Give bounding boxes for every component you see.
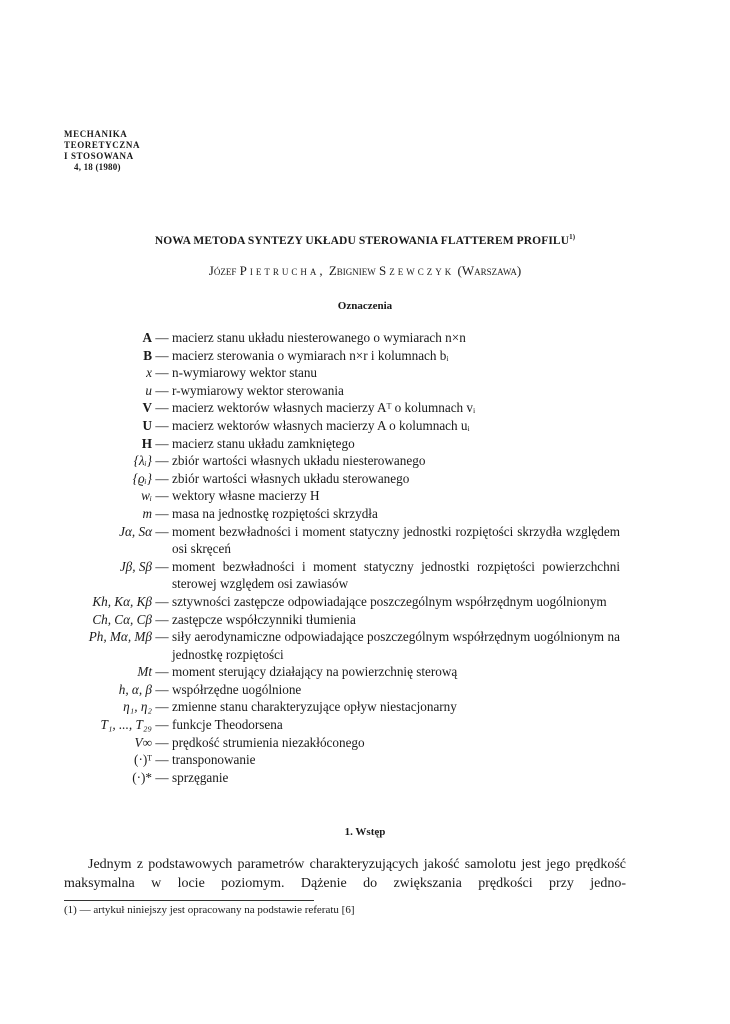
notation-row bbox=[0, 523, 730, 558]
notation-symbol: V bbox=[142, 400, 152, 416]
author-2-last: Szewczyk bbox=[379, 263, 455, 278]
notation-dash: — bbox=[155, 435, 169, 451]
notation-symbol: U bbox=[142, 417, 152, 433]
notation-definition: prędkość strumienia niezakłóconego bbox=[172, 734, 365, 750]
journal-header bbox=[64, 129, 140, 173]
notation-dash: — bbox=[155, 681, 169, 697]
article-authors bbox=[0, 263, 730, 279]
notation-definition: zbiór wartości własnych układu sterowanego bbox=[172, 470, 410, 486]
notation-definition: wektory własne macierzy H bbox=[172, 488, 320, 504]
notation-definition: macierz sterowania o wymiarach n×r i kolumnach bᵢ bbox=[172, 347, 449, 363]
notation-symbol: Ch, Cα, Cβ bbox=[92, 611, 152, 627]
notation-row bbox=[0, 417, 730, 435]
notation-row bbox=[0, 716, 730, 734]
notation-symbol: A bbox=[142, 330, 152, 345]
notation-symbol: m bbox=[142, 505, 152, 521]
notation-definition: transponowanie bbox=[172, 752, 256, 768]
notation-symbol: {λᵢ} bbox=[133, 453, 152, 469]
notation-definition: funkcje Theodorsena bbox=[172, 717, 283, 733]
journal-name-line-3: I STOSOWANA bbox=[64, 151, 134, 161]
notation-row bbox=[0, 593, 730, 611]
notation-row bbox=[0, 470, 730, 488]
notation-symbol: T₁, ..., T₂₉ bbox=[100, 717, 152, 733]
notation-symbol: Jα, Sα bbox=[119, 523, 152, 539]
notation-symbol: H bbox=[141, 435, 152, 451]
notation-row bbox=[0, 382, 730, 400]
author-affiliation: (Warszawa) bbox=[457, 263, 522, 278]
notation-row bbox=[0, 681, 730, 699]
notation-dash: — bbox=[155, 382, 169, 398]
notation-symbol: η₁, η₂ bbox=[123, 699, 152, 715]
notation-dash: — bbox=[155, 717, 169, 733]
notation-dash: — bbox=[155, 523, 169, 539]
notation-definition: macierz stanu układu zamkniętego bbox=[172, 435, 355, 451]
notation-dash: — bbox=[155, 699, 169, 715]
notation-symbol: B bbox=[143, 347, 152, 363]
title-footnote-mark: 1) bbox=[569, 233, 576, 241]
notation-definition: sztywności zastępcze odpowiadające poszczególnym współrzędnym uogólnionym bbox=[172, 593, 607, 609]
notation-dash: — bbox=[155, 629, 169, 645]
notation-definition: r-wymiarowy wektor sterowania bbox=[172, 382, 344, 398]
notation-definition: zbiór wartości własnych układu niesterowanego bbox=[172, 453, 426, 469]
notation-dash: — bbox=[155, 734, 169, 750]
notation-dash: — bbox=[155, 611, 169, 627]
notation-row bbox=[0, 611, 730, 629]
notation-symbol: Ph, Mα, Mβ bbox=[88, 629, 152, 645]
notation-definition: macierz wektorów własnych macierzy Aᵀ o kolumnach vᵢ bbox=[172, 400, 476, 416]
notation-definition: zmienne stanu charakteryzujące opływ niestacjonarny bbox=[172, 699, 457, 715]
notation-symbol: h, α, β bbox=[118, 681, 152, 697]
notation-dash: — bbox=[155, 769, 169, 785]
notation-definition: macierz stanu układu niesterowanego o wymiarach n×n bbox=[172, 330, 466, 345]
notation-dash: — bbox=[155, 470, 169, 486]
notation-symbol: Jβ, Sβ bbox=[119, 558, 152, 574]
notation-row bbox=[0, 734, 730, 752]
notation-dash: — bbox=[155, 752, 169, 768]
notation-definition: sprzęganie bbox=[172, 769, 229, 785]
notation-row bbox=[0, 329, 730, 347]
notation-dash: — bbox=[155, 505, 169, 521]
notation-heading: Oznaczenia bbox=[337, 300, 393, 312]
notation-row bbox=[0, 769, 730, 787]
notation-row bbox=[0, 452, 730, 470]
author-1-first: Józef bbox=[208, 263, 237, 278]
notation-row bbox=[0, 347, 730, 365]
notation-row bbox=[0, 399, 730, 417]
journal-name-line-1: MECHANIKA bbox=[64, 129, 128, 139]
notation-symbol: (·)ᵀ bbox=[134, 752, 152, 768]
notation-row bbox=[0, 487, 730, 505]
notation-symbol: (·)* bbox=[132, 769, 152, 785]
footnote: (1) — artykuł niniejszy jest opracowany na podstawie referatu [6] bbox=[64, 904, 355, 916]
notation-row bbox=[0, 663, 730, 681]
notation-definition: moment sterujący działający na powierzchnię sterową bbox=[172, 664, 458, 680]
notation-row bbox=[0, 505, 730, 523]
article-title bbox=[0, 233, 730, 247]
notation-definition: n-wymiarowy wektor stanu bbox=[172, 365, 318, 381]
notation-definition: moment bezwładności i moment statyczny jednostki rozpiętości powierzchchni sterowej względem osi zawiasów bbox=[172, 558, 620, 592]
notation-symbol: V∞ bbox=[134, 734, 152, 750]
notation-symbol: x bbox=[146, 365, 152, 381]
notation-dash: — bbox=[155, 400, 169, 416]
notation-definition: siły aerodynamiczne odpowiadające poszczególnym współrzędnym uogólnionym na jednostkę rozpiętości bbox=[172, 629, 620, 662]
notation-list bbox=[0, 329, 730, 786]
notation-definition: zastępcze współczynniki tłumienia bbox=[172, 611, 356, 627]
notation-row bbox=[0, 698, 730, 716]
notation-row bbox=[0, 558, 730, 593]
notation-definition: masa na jednostkę rozpiętości skrzydła bbox=[172, 505, 378, 521]
notation-symbol: Mt bbox=[137, 664, 152, 680]
notation-dash: — bbox=[155, 488, 169, 504]
notation-dash: — bbox=[155, 664, 169, 680]
journal-issue: 4, 18 (1980) bbox=[74, 162, 121, 172]
notation-definition: moment bezwładności i moment statyczny jednostki rozpiętości skrzydła względem osi skręceń bbox=[172, 523, 620, 557]
notation-symbol: {ϱᵢ} bbox=[132, 470, 152, 486]
footnote-rule bbox=[64, 900, 314, 901]
intro-paragraph: Jednym z podstawowych parametrów charakteryzujących jakość samolotu jest jego prędkość maksymalna w locie poziomym. Dążenie do zwiększania prędkości przy jedno- bbox=[64, 857, 626, 891]
section-title: 1. Wstęp bbox=[344, 826, 386, 838]
notation-dash: — bbox=[155, 330, 169, 345]
journal-name-line-2: TEORETYCZNA bbox=[64, 140, 141, 150]
notation-dash: — bbox=[155, 417, 169, 433]
notation-row bbox=[0, 364, 730, 382]
article-title-text: NOWA METODA SYNTEZY UKŁADU STEROWANIA FLATTEREM PROFILU bbox=[154, 234, 570, 247]
author-2-first: Zbigniew bbox=[328, 263, 376, 278]
notation-row bbox=[0, 628, 730, 663]
notation-dash: — bbox=[155, 347, 169, 363]
notation-row bbox=[0, 435, 730, 453]
notation-dash: — bbox=[155, 453, 169, 469]
notation-dash: — bbox=[155, 593, 169, 609]
notation-row bbox=[0, 751, 730, 769]
notation-definition: współrzędne uogólnione bbox=[172, 681, 302, 697]
notation-symbol: Kh, Kα, Kβ bbox=[92, 593, 152, 609]
notation-symbol: wᵢ bbox=[141, 488, 152, 504]
notation-symbol: u bbox=[145, 382, 152, 398]
notation-definition: macierz wektorów własnych macierzy A o kolumnach uᵢ bbox=[172, 417, 470, 433]
notation-dash: — bbox=[155, 558, 169, 574]
notation-dash: — bbox=[155, 365, 169, 381]
author-1-last: Pietrucha, bbox=[239, 263, 326, 278]
